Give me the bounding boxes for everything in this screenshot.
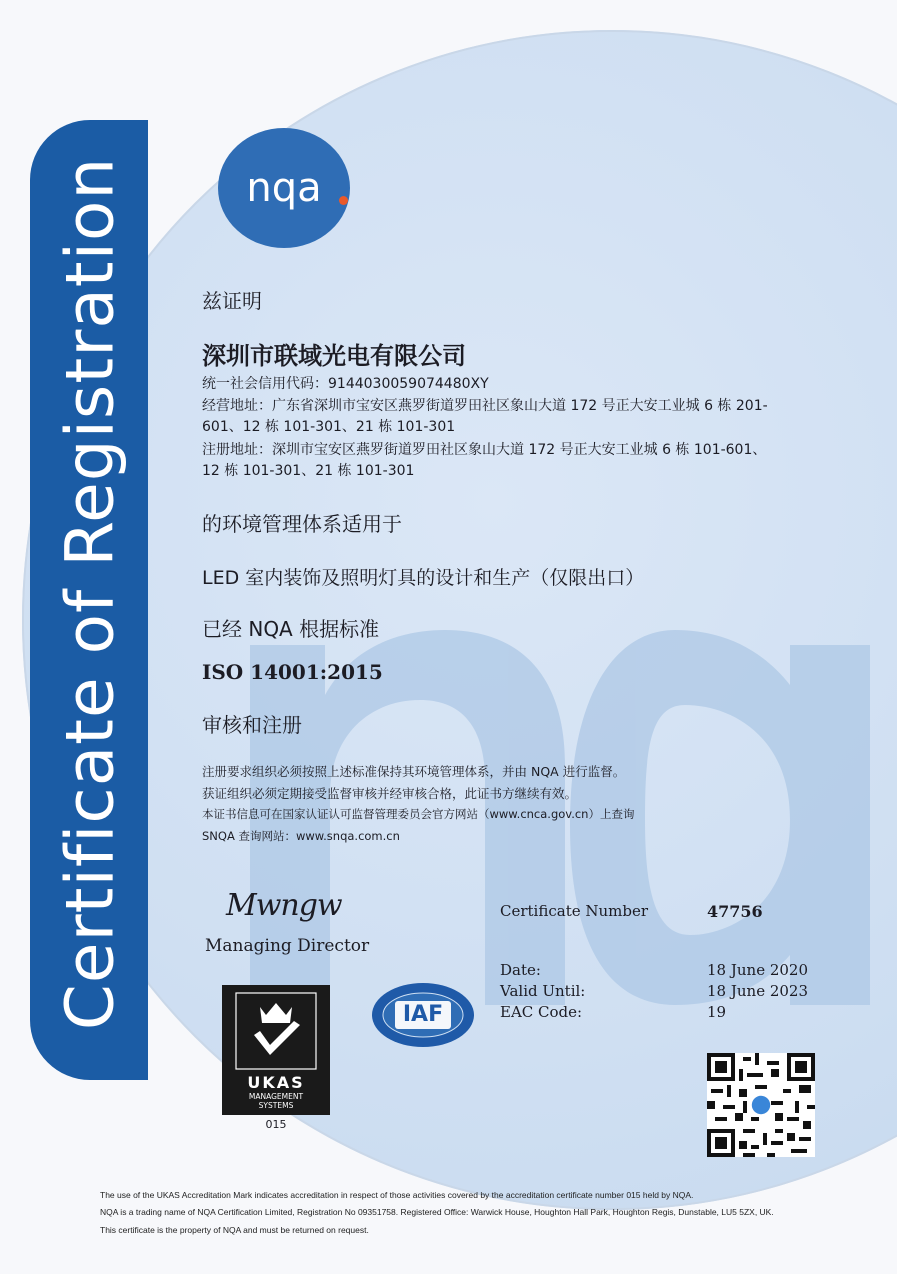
signature: Mwngw xyxy=(226,888,342,923)
nqa-logo xyxy=(218,128,350,248)
iaf-text: IAF xyxy=(402,1002,444,1027)
registered-address-line-1: 注册地址：深圳市宝安区燕罗街道罗田社区象山大道 172 号正大安工业城 6 栋 101-601、 xyxy=(202,442,767,458)
header-text: 兹证明 xyxy=(202,289,262,313)
ukas-management-text: MANAGEMENT xyxy=(248,1092,304,1101)
business-address-line-2: 601、12 栋 101-301、21 栋 101-301 xyxy=(202,419,456,435)
date-label: Date: xyxy=(500,961,541,979)
business-address-line-1: 经营地址：广东省深圳市宝安区燕罗街道罗田社区象山大道 172 号正大安工业城 6 栋 201- xyxy=(202,398,768,414)
ukas-mark xyxy=(222,985,330,1115)
note-line-3: 本证书信息可在国家认证认可监督管理委员会官方网站（www.cnca.gov.cn）上查询 xyxy=(202,807,635,821)
ukas-number: 015 xyxy=(265,1118,287,1131)
system-applies-text: 的环境管理体系适用于 xyxy=(202,512,402,536)
eac-code-value: 19 xyxy=(707,1003,727,1021)
date-value: 18 June 2020 xyxy=(707,961,809,979)
logo-accent-dot xyxy=(339,196,348,205)
company-name: 深圳市联域光电有限公司 xyxy=(202,342,466,370)
note-line-4: SNQA 查询网站：www.snqa.com.cn xyxy=(202,829,400,843)
per-standard-text: 已经 NQA 根据标准 xyxy=(202,617,380,641)
managing-director-label: Managing Director xyxy=(205,936,370,956)
valid-until-label: Valid Until: xyxy=(500,982,586,1000)
footer-line-2: NQA is a trading name of NQA Certification Limited, Registration No 09351758. Registered Office: Warwick House, Houghton Hall Park, Houghton Regis, Dunstable, LU5 5ZX, UK. xyxy=(100,1207,774,1217)
valid-until-value: 18 June 2023 xyxy=(707,982,809,1000)
note-line-1: 注册要求组织必须按照上述标准保持其环境管理体系，并由 NQA 进行监督。 xyxy=(202,764,626,779)
eac-code-label: EAC Code: xyxy=(500,1003,583,1021)
scope-text: LED 室内装饰及照明灯具的设计和生产（仅限出口） xyxy=(202,567,645,589)
footer-line-3: This certificate is the property of NQA and must be returned on request. xyxy=(100,1225,369,1235)
side-title: Certificate of Registration xyxy=(51,156,129,1031)
certificate-number: 47756 xyxy=(707,902,763,921)
certificate-number-label: Certificate Number xyxy=(500,902,649,920)
note-line-2: 获证组织必须定期接受监督审核并经审核合格，此证书方继续有效。 xyxy=(202,786,578,801)
qr-code-icon xyxy=(707,1053,815,1157)
iaf-mark xyxy=(371,982,476,1048)
registered-address-line-2: 12 栋 101-301、21 栋 101-301 xyxy=(202,463,415,479)
qr-code[interactable] xyxy=(707,1053,815,1157)
ukas-systems-text: SYSTEMS xyxy=(258,1101,294,1110)
credit-code: 统一社会信用代码：9144030059074480XY xyxy=(202,376,489,392)
footer-line-1: The use of the UKAS Accreditation Mark indicates accreditation in respect of those activities covered by the accreditation certificate number 015 held by NQA. xyxy=(100,1190,694,1200)
standard-text: ISO 14001:2015 xyxy=(202,660,383,684)
ukas-text: UKAS xyxy=(247,1073,305,1092)
audited-text: 审核和注册 xyxy=(202,713,302,737)
logo-text: nqa xyxy=(246,165,322,211)
